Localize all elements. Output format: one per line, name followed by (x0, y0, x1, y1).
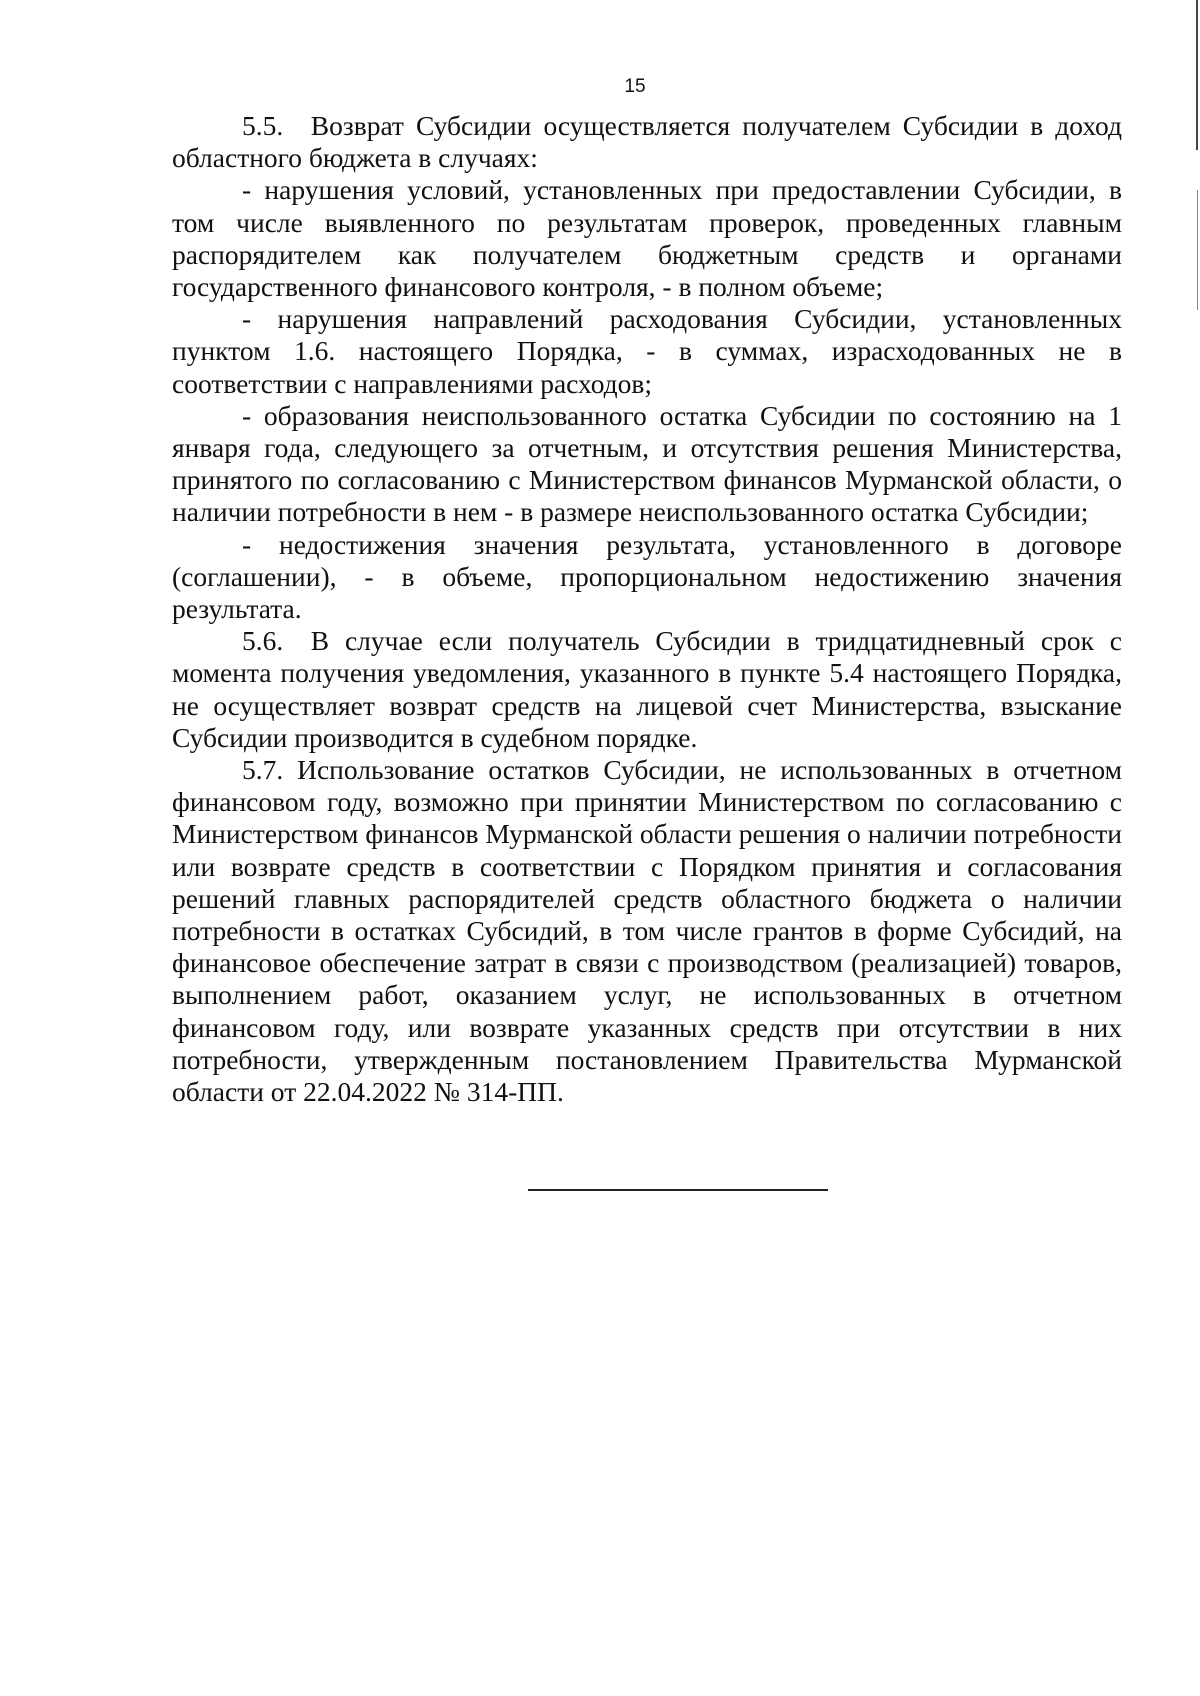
paragraph-5-5: 5.5. Возврат Субсидии осуществляется получателем Субсидии в доход областного бюджета в случаях: (172, 110, 1122, 174)
end-divider-line (528, 1189, 828, 1191)
scan-edge-mark (1196, 0, 1198, 150)
paragraph-5-6: 5.6. В случае если получатель Субсидии в тридцатидневный срок с момента получения уведомления, указанного в пункте 5.4 настоящего Порядка, не осуществляет возврат средств на лицевой счет Министерства, взыскание Субсидии производится в судебном порядке. (172, 625, 1122, 753)
scan-edge-mark (1197, 190, 1198, 310)
paragraph-violation-directions: - нарушения направлений расходования Субсидии, установленных пунктом 1.6. настоящего Порядка, - в суммах, израсходованных не в соответствии с направлениями расходов; (172, 303, 1122, 399)
paragraph-5-7: 5.7. Использование остатков Субсидии, не использованных в отчетном финансовом году, возможно при принятии Министерством по согласованию с Министерством финансов Мурманской области решения о наличии потребности или возврате средств в соответствии с Порядком принятия и согласования решений главных распорядителей средств областного бюджета о наличии потребности в остатках Субсидий, в том числе грантов в форме Субсидий, на финансовое обеспечение затрат в связи с производством (реализацией) товаров, выполнением работ, оказанием услуг, не использованных в отчетном финансовом году, или возврате указанных средств при отсутствии в них потребности, утвержденным постановлением Правительства Мурманской области от 22.04.2022 № 314-ПП. (172, 754, 1122, 1108)
paragraph-unused-balance: - образования неиспользованного остатка Субсидии по состоянию на 1 января года, следующего за отчетным, и отсутствия решения Министерства, принятого по согласованию с Министерством финансов Мурманской области, о наличии потребности в нем - в размере неиспользованного остатка Субсидии; (172, 399, 1122, 528)
document-body (172, 110, 1122, 1108)
page-number: 15 (624, 76, 646, 97)
paragraph-result-not-achieved: - недостижения значения результата, установленного в договоре (соглашении), - в объеме, пропорциональном недостижению значения результата. (172, 528, 1122, 625)
paragraph-violation-conditions: - нарушения условий, установленных при предоставлении Субсидии, в том числе выявленного по результатам проверок, проведенных главным распорядителем как получателем бюджетным средств и органами государственного финансового контроля, - в полном объеме; (172, 174, 1122, 303)
